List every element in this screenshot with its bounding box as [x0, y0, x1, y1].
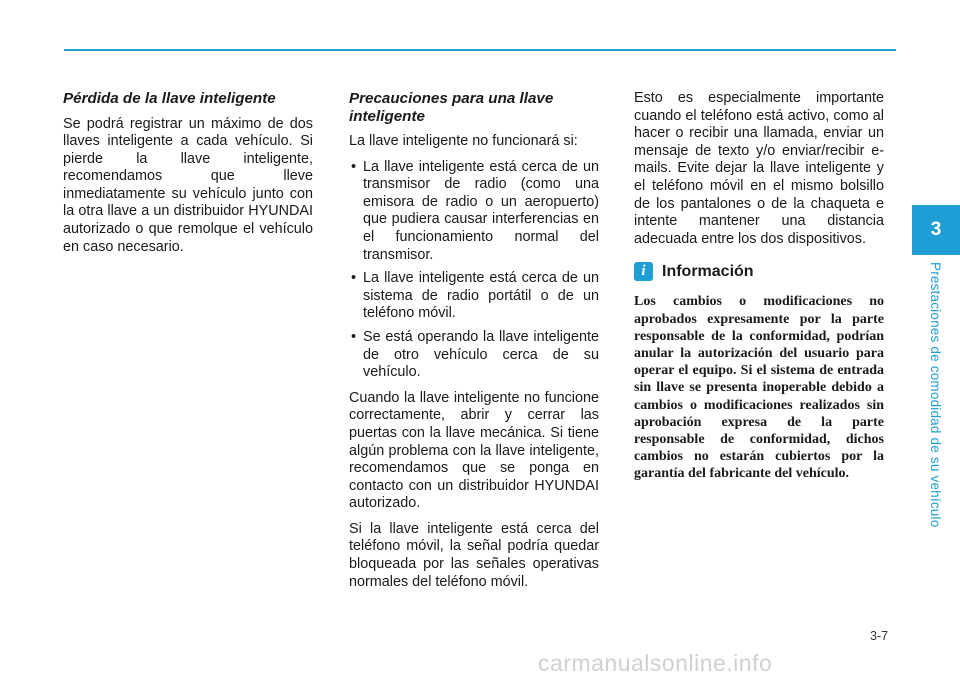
precautions-list	[349, 159, 599, 382]
paragraph-phone-active: Esto es especialmente importante cuando el teléfono está activo, como al hacer o recibir una llamada, enviar un mensaje de texto y/o enviar/recibir e-mails. Evite dejar la llave inteligente y el teléfono móvil en el mismo bolsillo de los pantalones o de la chaqueta e intente mantener una distancia adecuada entre los dos dispositivos.	[634, 90, 884, 247]
section-heading-precautions: Precauciones para una llave inteligente	[349, 90, 554, 125]
chapter-title-vertical: Prestaciones de comodidad de su vehículo	[928, 262, 943, 528]
top-divider	[64, 49, 896, 51]
watermark: carmanualsonline.info	[538, 650, 773, 676]
column-1	[63, 90, 313, 264]
info-body: Los cambios o modificaciones no aprobados expresamente por la parte responsable de la conformidad, podrían anular la autorización del usuario para operar el equipo. Si el sistema de entrada sin llave se presenta inoperable debido a cambios o modificaciones realizados sin aprobación expresa de la parte responsable de conformidad, dichos cambios no estarán cubiertos por la garantía del fabricante del vehículo.	[634, 294, 884, 482]
paragraph-malfunction: Cuando la llave inteligente no funcione correctamente, abrir y cerrar las puertas con la llave mecánica. Si tiene algún problema con la llave inteligente, recomendamos que se ponga en contacto con un distribuidor HYUNDAI autorizado.	[349, 389, 599, 512]
column-2	[349, 90, 599, 599]
paragraph-phone-interference: Si la llave inteligente está cerca del teléfono móvil, la señal podría quedar bloqueada por las señales operativas normales del teléfono móvil.	[349, 520, 599, 590]
chapter-tab: 3	[912, 205, 960, 255]
info-header	[634, 262, 884, 281]
list-item: • La llave inteligente está cerca de un sistema de radio portátil o de un teléfono móvil.	[349, 270, 599, 323]
precautions-intro: La llave inteligente no funcionará si:	[349, 133, 578, 149]
info-icon: i	[634, 262, 653, 281]
page-number: 3-7	[870, 629, 889, 643]
list-item: • Se está operando la llave inteligente de otro vehículo cerca de su vehículo.	[349, 329, 599, 382]
info-title: Información	[662, 263, 754, 281]
list-item: • La llave inteligente está cerca de un transmisor de radio (como una emisora de radio o un aeropuerto) que pudiera causar interferencias en el funcionamiento normal del transmisor.	[349, 159, 599, 265]
paragraph-lost-key: Se podrá registrar un máximo de dos llaves inteligente a cada vehículo. Si pierde la llave inteligente, recomendamos que lleve inmediatamente su vehículo junto con la otra llave a un distribuidor HYUNDAI autorizado o que remolque el vehículo en caso necesario.	[63, 115, 313, 255]
section-heading-lost-key: Pérdida de la llave inteligente	[63, 90, 276, 107]
column-3	[634, 90, 884, 491]
